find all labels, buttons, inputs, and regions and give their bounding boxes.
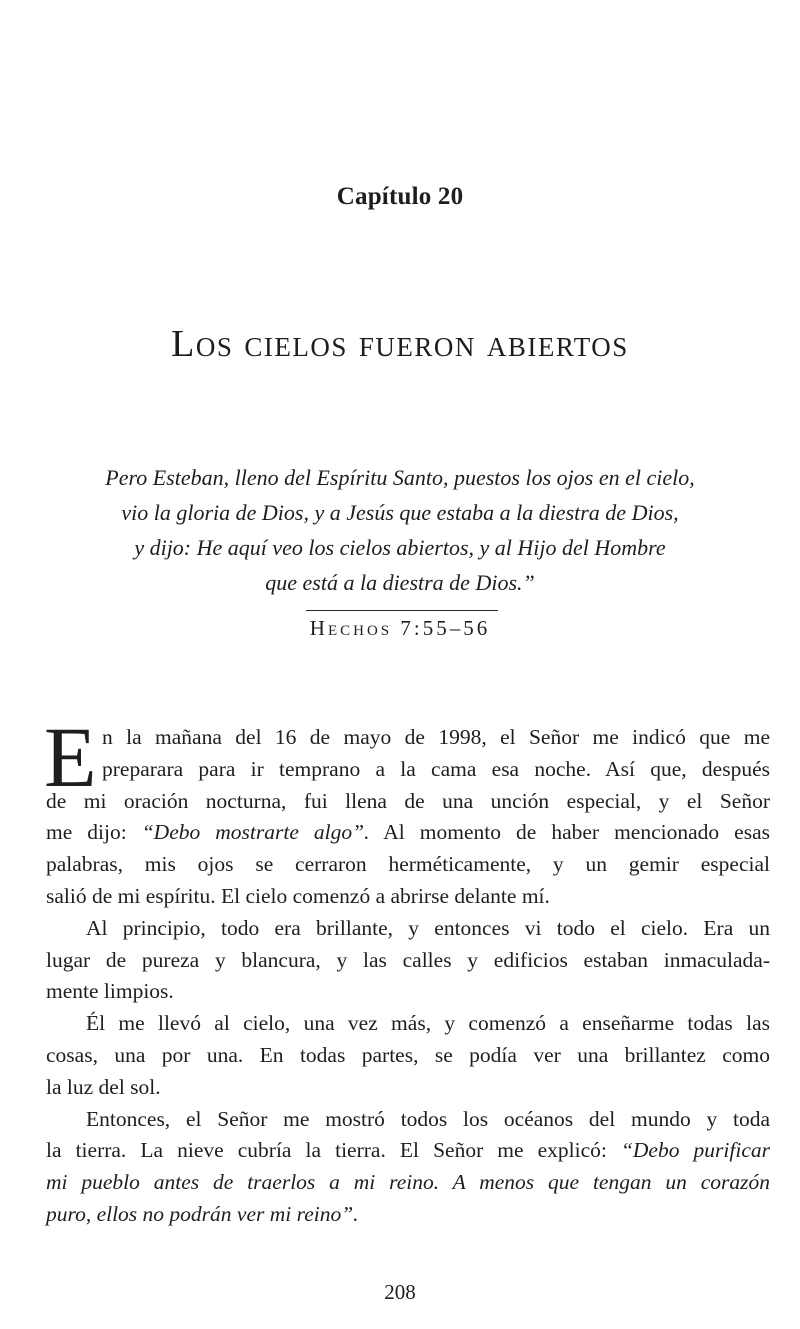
epigraph-line: Pero Esteban, lleno del Espíritu Santo, puestos los ojos en el cielo, [105, 465, 695, 490]
quote-line: puro, ellos no podrán ver mi reino”. [46, 1201, 359, 1226]
quote-text: “Debo purificar [620, 1138, 770, 1163]
quote-line: mi pueblo antes de traerlos a mi reino. A menos que tengan un corazón [46, 1170, 770, 1195]
body-line: salió de mi espíritu. El cielo comenzó a abrirse delante mí. [46, 883, 550, 908]
chapter-label: Capítulo 20 [336, 183, 464, 210]
body-line: Al principio, todo era brillante, y entonces vi todo el cielo. Era un [86, 915, 770, 940]
body-line [46, 817, 770, 849]
epigraph-line: y dijo: He aquí veo los cielos abiertos, y al Hijo del Hombre [134, 535, 666, 560]
body-line: n la mañana del 16 de mayo de 1998, el Señor me indicó que me [102, 725, 770, 749]
body-text-span: Al momento de haber mencionado esas [369, 820, 770, 845]
body-text-span: me dijo: [46, 820, 142, 845]
body-line: Él me llevó al cielo, una vez más, y comenzó a enseñarme todas las [86, 1011, 770, 1036]
body-line: de mi oración nocturna, fui llena de una unción especial, y el Señor [46, 788, 770, 813]
body-line: cosas, una por una. En todas partes, se podía ver una brillantez como [46, 1042, 770, 1067]
citation-rule [306, 610, 498, 611]
page-number: 208 [384, 1280, 416, 1304]
drop-cap: E [44, 709, 97, 805]
quote-text: “Debo mostrarte algo”. [141, 820, 370, 845]
paragraph-1-opening [46, 722, 770, 786]
body-line: palabras, mis ojos se cerraron herméticamente, y un gemir especial [46, 852, 770, 877]
epigraph [100, 460, 700, 600]
body-line [46, 1135, 770, 1167]
body-text-span: la tierra. La nieve cubría la tierra. El Señor me explicó: [46, 1138, 621, 1163]
body-line: preparara para ir temprano a la cama esa noche. Así que, después [102, 756, 770, 781]
body-line: mente limpios. [46, 979, 174, 1004]
body-text [46, 722, 770, 1231]
body-line: la luz del sol. [46, 1074, 161, 1099]
body-line: lugar de pureza y blancura, y las calles y edificios estaban inmaculada- [46, 947, 770, 972]
chapter-title: Los cielos fueron abiertos [171, 323, 629, 365]
epigraph-citation: Hechos 7:55–56 [309, 616, 491, 640]
body-line: Entonces, el Señor me mostró todos los océanos del mundo y toda [86, 1106, 770, 1131]
epigraph-line: que está a la diestra de Dios.” [265, 570, 535, 595]
epigraph-line: vio la gloria de Dios, y a Jesús que estaba a la diestra de Dios, [121, 500, 679, 525]
